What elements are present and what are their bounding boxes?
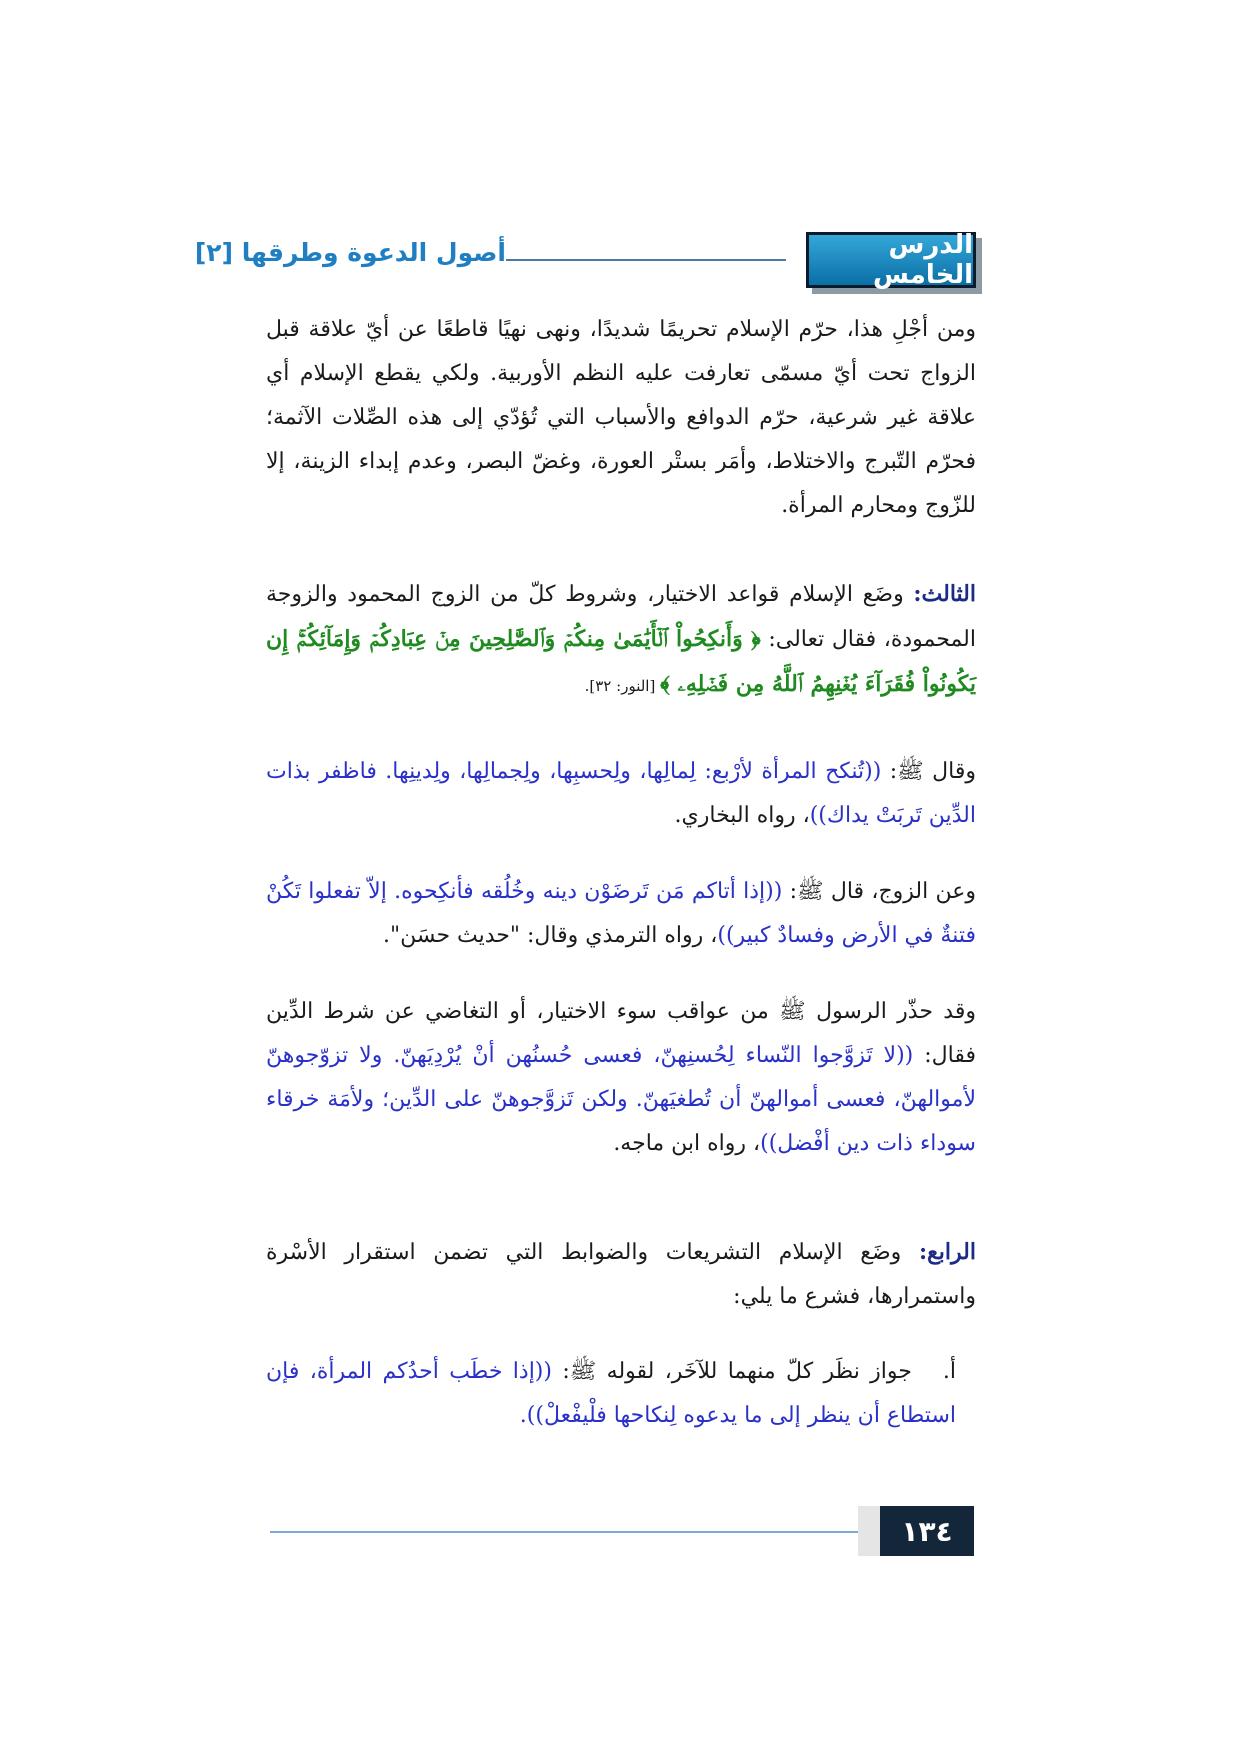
paragraph-3 — [266, 750, 976, 838]
paragraph-6 — [266, 1230, 976, 1319]
hadith-source: ، رواه البخاري. — [674, 803, 810, 828]
paragraph-5 — [266, 990, 976, 1166]
quran-verse: ﴿ وَأَنكِحُواْ ٱلۡأَيَٰمَىٰ مِنكُمۡ وَٱلصَّٰلِحِينَ مِنۡ عِبَادِكُمۡ وَإِمَآئِكُمۡۚ إِن يَكُونُواْ فُقَرَآءَ يُغۡنِهِمُ ٱللَّهُ مِن فَضۡلِهِۦ ﴾ — [266, 626, 976, 697]
book-title: أصول الدعوة وطرقها [٢] — [194, 238, 506, 267]
paragraph-3-intro: وقال ﷺ: — [881, 759, 976, 784]
list-item-a — [266, 1350, 956, 1438]
hadith-text: ((إذا أتاكم مَن تَرضَوْن دينه وخُلُقه فأنكِحوه. إلاّ تفعلوا تَكُنْ فتنةٌ في الأرض وفسادٌ كبير)) — [266, 879, 976, 948]
lesson-label: الدرس الخامس — [806, 232, 976, 288]
point-three-label: الثالث: — [913, 581, 976, 607]
paragraph-2 — [266, 572, 976, 708]
verse-reference: [النور: ٣٢]. — [584, 677, 661, 695]
hadith-text: ((إذا خطَب أحدُكم المرأة، فإن استطاع أن ينظر إلى ما يدعوه لِنكاحها فلْيفْعلْ)). — [266, 1359, 956, 1428]
point-four-label: الرابع: — [918, 1239, 976, 1265]
paragraph-1 — [266, 308, 976, 528]
paragraph-2-text: وضَع الإسلام قواعد الاختيار، وشروط كلّ من الزوج المحمود والزوجة المحمودة، فقال تعالى: — [266, 582, 977, 652]
header-divider — [506, 259, 786, 261]
hadith-source: ، رواه الترمذي وقال: "حديث حسَن". — [382, 923, 718, 948]
list-item-letter: أ. — [942, 1359, 957, 1384]
paragraph-4 — [266, 870, 976, 958]
footer-divider — [270, 1531, 870, 1533]
page-header — [194, 230, 976, 290]
page-number: ١٣٤ — [880, 1506, 974, 1556]
hadith-text: ((تُنكح المرأة لأرْبع: لِمالِها، ولِحسبِها، ولِجمالِها، ولِدينِها. فاظفر بذات الدِّين تَربَتْ يداك)) — [266, 759, 976, 828]
hadith-source: ، رواه ابن ماجه. — [613, 1131, 761, 1156]
hadith-text: ((لا تَزوَّجوا النّساء لِحُسنِهنّ، فعسى حُسنُهن أنْ يُرْدِيَهنّ. ولا تزوّجوهنّ لأموالهنّ، فعسى أموالهنّ أن تُطغيَهنّ. ولكن تَزوَّجوهنّ على الدِّين؛ ولأمَة خرقاء سوداء ذات دين أفْضل)) — [266, 1043, 976, 1156]
paragraph-5-intro: وقد حذّر الرسول ﷺ من عواقب سوء الاختيار، أو التغاضي عن شرط الدِّين فقال: — [266, 999, 976, 1068]
paragraph-6-text: وضَع الإسلام التشريعات والضوابط التي تضمن استقرار الأسْرة واستمرارها، فشرع ما يلي: — [266, 1240, 976, 1309]
paragraph-4-intro: وعن الزوج، قال ﷺ: — [782, 879, 976, 904]
paragraph-1-text: ومن أجْلِ هذا، حرّم الإسلام تحريمًا شديدًا، ونهى نهيًا قاطعًا عن أيّ علاقة قبل الزواج تحت أيّ مسمّى تعارفت عليه النظم الأوربية. ولكي يقطع الإسلام أي علاقة غير شرعية، حرّم الدوافع والأسباب التي تُؤدّي إلى هذه الصِّلات الآثمة؛ فحرّم التّبرج والاختلاط، وأمَر بستْر العورة، وغضّ البصر، وعدم إبداء الزينة، إلا للزّوج ومحارم المرأة. — [266, 317, 976, 518]
list-item-intro: جواز نظَر كلّ منهما للآخَر، لقوله ﷺ: — [551, 1359, 912, 1384]
